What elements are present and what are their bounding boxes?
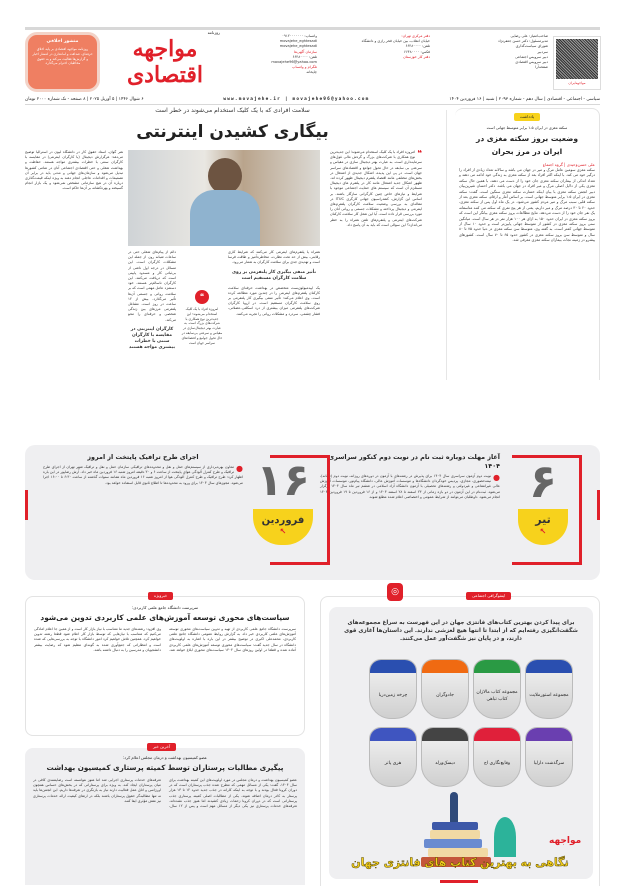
book-color-cap: [422, 728, 468, 741]
university-article: [25, 593, 305, 736]
month-badge: [518, 509, 568, 545]
book-card: [525, 659, 573, 719]
issue-info: سیاسی - اجتماعی - اقتصادی | سال دهم - شماره ۲۰۹۳ | شنبه | ۱۶ فروردین ۱۴۰۴: [449, 97, 600, 102]
book-card: [421, 727, 469, 787]
book-stack-item: [430, 830, 480, 839]
staff-line: شورای سیاست‌گذاری: [515, 44, 548, 49]
note-byline: علی حسن‌وحیدی | گروه اجتماع: [542, 162, 595, 167]
note-badge: یادداشت: [514, 113, 540, 121]
telegram-link[interactable]: movajehe_eghtesadi: [279, 44, 317, 49]
address-line: فکس: ۶۶۴۸۰۰۰۰: [403, 49, 430, 54]
pull-quote-text: امروزه افراد با یک کلیک استخدام می‌شوند؛ این جدیدترین نوع همکاری با شرکت‌های بزرگ است. به عبارت بهتر دیجیتال‌سازی در مقیاس و سرعتی بی‌سابقه در حال تحول جوامع و اقتصادهای سراسر جهان است: [181, 307, 223, 345]
address-line: خیابان انقلاب، بین خیابان فخر رازی و دانشگاه: [361, 39, 430, 44]
contacts-block: [225, 34, 317, 76]
arrow-icon: ↖: [279, 527, 287, 536]
nursing-badge: آخرین خبر: [147, 743, 176, 751]
date-number: ۶: [528, 454, 558, 508]
books-caption: نگاهی به بهترین کتاب های فانتزی جهان: [351, 856, 569, 869]
quote-icon: ❝: [195, 290, 209, 304]
books-badge: اینفوگرافی اجتماعی: [466, 592, 511, 600]
main-col-left-b: [25, 150, 123, 382]
person-figure: [450, 792, 458, 822]
note-article: [455, 108, 600, 380]
book-color-cap: [526, 728, 572, 741]
main-col-mid: [228, 250, 320, 382]
date-price: ۶ شوال ۱۴۴۶ | ۵ آوریل ۲۰۲۵ | ۸ صفحه - تک شماره ۲۰۰۰ تومان: [25, 97, 144, 102]
arrow-icon: ↖: [539, 527, 547, 536]
address-line: دفتر کار خوزستان: [403, 54, 430, 59]
book-title: جادوگران: [436, 693, 454, 698]
address-line: دفتر مرکزی تهران:: [401, 34, 430, 38]
dateline-rule: [25, 104, 600, 105]
photo-person-head: [208, 158, 242, 194]
ethics-notice-box: [25, 32, 100, 92]
exam-news: [320, 453, 500, 500]
qr-pattern-icon: [556, 39, 598, 79]
email-link[interactable]: movajehe96@yahoo.com: [271, 60, 317, 65]
staff-line: دبیر سرویس اجتماعی: [515, 54, 548, 59]
books-intro: برای پیدا کردن بهترین کتاب‌های فانتزی جهان در این فهرست به سراغ مجموعه‌های شگفت‌انگیزی رفته‌ایم که از ابتدا تا انتها هیچ لغزشی ندارند. این داستان‌ها آغازی قوی دارند، و در پایان نیز شگفت‌آور عمل می‌کنند.: [344, 620, 578, 642]
date-feature-left: [253, 453, 313, 545]
month-label: فروردین: [261, 515, 305, 526]
book-title: هری پاتر: [384, 761, 402, 766]
month-badge: [253, 509, 313, 545]
logo-tagline: روزنامه: [207, 30, 220, 35]
books-infographic: [320, 587, 600, 886]
address-block: [320, 34, 430, 60]
book-color-cap: [370, 728, 416, 741]
staff-line: صاحب‌امتیاز: علی رضایی: [510, 34, 548, 38]
qr-label: مواجهه‌ایران: [568, 81, 586, 85]
book-card: [369, 659, 417, 719]
qr-code[interactable]: [553, 36, 601, 90]
contact-line: سازمان آگهی‌ها: [294, 49, 317, 54]
main-kicker: سلامت افرادی که با یک کلیک استخدام می‌شوند در خطر است: [155, 107, 310, 114]
contact-line: چاپخانه: [306, 70, 317, 75]
main-body-right: امروزه افراد با یک کلیک استخدام می‌شوند؛ این جدیدترین نوع همکاری با شرکت‌های بزرگ و گردش مالی غول‌های سرمایه‌داری است. به عبارت بهتر دیجیتال سازی در مقیاس و سرعتی بی سابقه در حال تحول جوامع و اقتصادهای سراسر جهان است. در پی این پدیده، اشکال جدیدی از اشتغال در بخش‌های مختلفی مانند اقتصاد پلتفرم دیجیتال ظهور کرده اند. ظهور اشکال جدید اشتغال مانند کار در پلتفرم های دیجیتال مستلزم آن است که سیستم های حمایت اجتماعی موجود با شرایط و نیازهای خاص چنین کارگرانی سازگار باشند. بر اساس این گزارش، کنفدراسیون جهانی کارگری ITUC در مقاله‌ای به بررسی وضعیت سلامت کارگران پلتفرم‌های اینترنتی و دیجیتال پرداخته و مشکلات جسمی و روانی آنان را مورد بررسی قرار داده است. آیا این شغل کار سلامت کارکنان شرکت‌های اینترنتی و پلتفرم‌های تلفن همراه را به خطر می‌اندازد؟ این سوالی است که باید به آن پاسخ داد.: [330, 150, 422, 227]
dateline-bar: [25, 96, 600, 103]
main-subhead-1: تأثیر منفی بیگیری کار پلتفرمی بر روی سلامت کارگران مستقیم است: [232, 269, 316, 281]
university-kicker: سرپرست دانشگاه جامع علمی کاربردی:: [131, 605, 199, 610]
note-kicker: سکته مغزی در ایران ۱.۵ برابر متوسط جهانی است: [486, 125, 568, 130]
quote-icon: ●: [236, 464, 243, 473]
book-card: [473, 727, 521, 787]
main-header: [25, 107, 440, 143]
staff-line: سردبیر: [537, 49, 548, 54]
caption-underline: [440, 880, 478, 883]
book-color-cap: [526, 660, 572, 673]
book-title: مجموعه کتاب مالازان کتاب تباهی: [476, 689, 518, 702]
traffic-news: [43, 453, 243, 486]
plant-leaves: [494, 817, 516, 857]
logo-text: مواجهه اقتصادی: [126, 36, 204, 88]
staff-block: [440, 34, 548, 70]
books-grid: [369, 659, 573, 787]
book-color-cap: [422, 660, 468, 673]
month-label: تیر: [535, 513, 551, 526]
traffic-body: معاون بهره‌برداری از سیستم‌های حمل و نقل و محدوده‌های ترافیکی سازمان حمل و نقل و ترافیک شهر تهران از اجرای طرح ترافیک و طرح کنترل آلودگی هوای پایتخت از ساعت ۶ و ۳۰ دقیقه امروز شنبه ۱۶ فروردین ماه خبر داد. آرش رضاپور در این باره اظهار کرد: طرح ترافیک و طرح کنترل آلودگی هوا از امروز شنبه ۱۶ فروردین ماه همانند سنوات گذشته از ساعت ۶:۳۰ تا ۱۶:۰۰ اجرا می‌شود. مجوزهای سال ۱۴۰۳ برای ورود به محدوده‌ها تا اطلاع ثانوی قابل استفاده خواهد بود.: [43, 465, 243, 485]
contact-line: تلفن: ۶۶۴۸۰۰۰۰: [292, 54, 317, 59]
note-title: وضعیت بروز سکته مغزی در ایران در مرز بحران: [476, 134, 578, 156]
photo-person-shirt: [190, 190, 260, 246]
quote-icon: ●: [493, 473, 500, 482]
main-subhead-2: کارگران اینترنتی در مقایسه با کارگران سنتی با خطرات بیشتری مواجه هستند: [129, 326, 175, 350]
main-body-mid-top: همراه یا پلتفرم‌های اینترنتی کار می‌کنند که شرایط کاری رقابتی، بیش از حد تحت نظارت، مخاطره‌آمیز و طاقت فرسا است و تهدیدی جدی برای سلامت کارگران به شمار می‌رود.: [228, 250, 320, 265]
book-color-cap: [474, 660, 520, 673]
main-col-right: [330, 150, 422, 382]
website-email[interactable]: www.movajehe.ir | movajehe96@yahoo.com: [223, 97, 370, 102]
staff-line: مدیرمسئول: دکتر حسن جعفرنژاد: [498, 39, 548, 44]
exam-body: نوبت دوم آزمون سراسری سال ۱۴۰۴ برای پذیرش در رشته‌های با آزمون در دوره‌های روزانه، نوبت دوم (شبانه)، نیمه‌حضوری، مجازی، پردیس خودگردان دانشگاه‌ها و موسسات آموزش عالی، دانشگاه پیام‌نور، موسسات آموزش عالی غیرانتفاعی و غیردولتی و رشته‌های تحصیلی با آزمون دانشگاه آزاد اسلامی در ششم تیر ماه سال ۱۴۰۴ برگزار می‌شود. ثبت‌نام در این آزمون در دو بازه زمانی از ۲۳ اسفند تا ۲۸ اسفند ۱۴۰۳ و از ۱۶ فروردین تا ۱۹ فروردین ۱۴۰۴ انجام می‌شود. داوطلبان می‌توانند از شرایط عمومی و اختصاصی اعلام شده مطلع شوند.: [320, 474, 501, 499]
date-number: ۱۶: [256, 455, 310, 506]
notice-title: منشور اخلاقی: [46, 39, 79, 44]
notice-text: روزنامه مواجهه اقتصادی بر پایه اخلاق حرفه‌ای، صداقت و امانتداری در انتشار اخبار و گزارش‌ها فعالیت می‌کند و به حقوق مخاطبان احترام می‌گذارد.: [32, 47, 93, 66]
instagram-link[interactable]: movajehe_eghtesadi: [279, 39, 317, 44]
band-marker: [597, 490, 600, 520]
university-body: سرپرست دانشگاه جامع علمی کاربردی از تهیه و تدوین سیاست‌های محوری توسعه آموزش‌های علمی کاربردی خبر داد. به گزارش روابط عمومی دانشگاه جامع علمی کاربردی، محمدعلی اکبری در توضیح بیشتر در این باره با اشاره به اولویت‌های دانشگاه در سال جدید گفت: سیاست‌های محوری توسعه آموزش‌های علمی کاربردی آماده شده و قطعا در اولین روزهای سال ۱۴۰۴ سیاست‌های محوری ابلاغ خواهد شد. وی افزود: رشته‌های جدید ما متناسب با نیاز بازار کار است و از همین جا اعلام آمادگی می‌کنیم که متناسب با نیازهایی که توسط بازار کار اعلام شود قطعا رشته تدوین خواهیم کرد. همچنین تلاش خواهیم کرد امور دانشگاه با توجه به بررسی‌هایی که شده است و انتظاراتی که جمع‌آوری شده به گونه‌ای تنظیم شود که رضایت بیشتر دانشجویان و مدرسین را به دنبال داشته باشد.: [34, 627, 296, 652]
nursing-kicker: عضو کمیسیون بهداشت و درمان مجلس اعلام کرد:: [122, 755, 208, 760]
book-card: [525, 727, 573, 787]
band-marker: [25, 490, 28, 520]
main-col-left-a: [128, 250, 176, 382]
book-title: وقایع‌نگاری اج: [483, 761, 511, 766]
exam-title: آغاز مهلت دوباره ثبت نام در نوبت دوم کنکور سراسری ۱۴۰۴: [328, 453, 500, 470]
nursing-article: [25, 744, 305, 885]
traffic-title: اجرای طرح ترافیک پایتخت از امروز: [87, 453, 199, 461]
book-color-cap: [370, 660, 416, 673]
contact-line: واتساپ: ۰۹۱۲۰۰۰۰۰۰۰: [281, 34, 317, 38]
staff-line: صفحه‌آرا: [535, 65, 548, 70]
university-badge: خبرویژه: [148, 592, 173, 600]
newspaper-logo[interactable]: [110, 30, 220, 92]
quote-icon: ❝: [417, 150, 422, 159]
contact-line: تلگرام و واتساپ: [292, 65, 317, 70]
book-card: [473, 659, 521, 719]
book-title: مجموعه استورملایت: [529, 693, 569, 698]
address-line: تلفن: ۶۶۴۸۰۰۰۰: [405, 44, 430, 49]
book-stack-item: [424, 839, 482, 848]
university-title: سیاست‌های محوری توسعه آموزش‌های علمی کاربردی تدوین می‌شود: [40, 613, 290, 622]
book-stack-item: [432, 822, 478, 830]
book-card: [421, 659, 469, 719]
book-title: دیسک‌ورلد: [435, 761, 455, 766]
globe-icon: ◎: [387, 583, 403, 601]
note-body: سکته مغزی سومین عامل مرگ و میر در جهان می باشد و سالانه تعداد زیادی از افراد را درگیر خود می کند. با اینکه اکثر افراد بعد از سکته مغزی به زندگی خود ادامه می دهند و تعداد اندکی از بیماران سکته مغزی جان خود را از دست می دهند، با همین حال سکته مغزی یکی از دلایل اصلی مرگ و میر افراد در جهان می باشد. دکتر احسان شیرین‌بیان دبیر انجمن سکته مغزی با بیان اینکه خسارت سکته مغزی سنگین است، گفت: سکته مغزی در ایران ۱.۵ برابر متوسط جهانی است. بر اساس آمار و ارقام، سکته مغزی بعد از سکته قلبی سبب مرگ و میر مردم کشور می‌شود. در یک ماه اول پس از سکته مغزی، حدود ۲۰ تا ۳۰ درصد مرگ و میر داریم، یعنی از هر پنج نفری که سکته می کنند متاسفانه یک نفر جان خود را از دست می‌دهد. نتایج مطالعات بروز سکته مغزی بیانگر این است که بروز سکته مغزی در ایران حدود ۱۵۰ به ازای هر ۱۰۰ هزار نفر در هر سال است. میانگین سنی بروز سکته مغزی در کشور از متوسط جهانی پایین‌تر است و حدود ۱۰ سال از متوسط جهانی کمتر است. به گفته وی، متوسط سن سکته مغزی در دنیا حدود ۷۵ تا ۸۰ سال و متوسط سن بروز سکته مغزی در کشور حدود ۶۵ تا ۷۰ سال است. کشورهای پیشرو در زمینه نجات بیماران سکته مغزی معرفی شد.: [459, 168, 596, 243]
main-headline: بیگاری کشیدن اینترنتی: [136, 122, 329, 142]
books-logo: مواجهه: [549, 836, 582, 846]
nursing-body: عضو کمیسیون بهداشت و درمان مجلس در مورد اولویت‌های این کمیته بهداشت برای سال ۱۴۰۴، گفت: یکی از مسائل مهمی که مطرح شده جذب پرستاران است که در دوران کرونا فعال بودند و با توجه به اینکه کارانه در جذب جدید حدود ۱۲ تا ۱۳ هزار پرستار به کادر درمان اضافه شوند. یکی از مطالبات اصلی کمیته پرستاری جذب پرستارانی است که در دوران کرونا زحمات زیادی کشیدند اما هنوز جذب نشده‌اند. تعرفه‌های خدمات پرستاری نیز یکی دیگر از مسائل مهم است و پس از ۱۲ سال، تعرفه‌های خدمات پرستاری اجرایی شد اما هنوز نتوانسته است رضایتمندی کافی در میان پرستاران ایجاد کند. به ویژه برای پرستارانی که در بخش‌های حساس همچون اورژانس و اتاق عمل فعالیت دارند نیاز به بازنگری در تعرفه‌ها داریم. این انجمن‌ها باید نه تنها مطالبه‌گر حقوق پرستاران باشند بلکه در ارتقای کیفیت ارائه خدمات پرستاری نیز نقش مؤثری ایفا کنند.: [33, 778, 297, 809]
book-card: [369, 727, 417, 787]
article-photo: [128, 150, 320, 246]
date-feature-right: [518, 453, 568, 545]
book-title: سرگذشت دارلیا: [533, 761, 565, 766]
book-title: چرخه زمین‌دریا: [378, 693, 408, 698]
main-body-left-a: دائم از پیام‌های شغلی حتی در ساعات شبانه روز، از جمله این مشکلات کارگران است. این مسائل در درجه اول ناشی از بی‌ثباتی کار و مسدود پایینی است که دریافت می‌کنند. این کارگران ناسالم‌تر هستند. خود دستمزد عامل مهمی است که بر سلامت روانی و جسمی آن‌ها تأثیر می‌گذارد. بیش از ۱۲ ساعت در روز است. مشاغل پلتفرمی مرزهای بین زندگی شخصی و حرفه‌ای را محو می‌کند.: [128, 250, 176, 322]
staff-line: دبیر سرویس اقتصادی: [515, 60, 548, 65]
nursing-title: پیگیری مطالبات پرستاران توسط کمیته پرستاری کمیسیون بهداشت: [46, 763, 284, 772]
book-color-cap: [474, 728, 520, 741]
main-body-mid-bottom: یک اپیدمیولوژیست متخصص در بهداشت حرفه‌ای سلامت کارکنان پلتفرم‌های اینترنتی را در چندین مورد مطالعه کرده است. وی اعلام می‌کند: تأثیر منفی بیگیری کار پلتفرمی بر روی سلامت کارگران مستقیم است. در اروپا کارگران شرکت‌های پلتفرمی میزان بیشتری از درد اسکلتی-عضلانی، فشار چشمی، سردرد و مشکلات روانی را تجربه می‌کنند.: [228, 285, 320, 316]
main-body-left-b: هنر گوان، استاد حقوق کار در دانشگاه لیون در استرالیا توضیح می‌دهد: هرگزارش دیجیتال (یا کارگران اینترنتی) در مقایسه با کارگران سنتی با خطرات بیشتری مواجه هستند. حفاظت و بهداشت شغلی و حتی اقتصادی اجتماعی آنان در تمامی کشورها تبدیل می‌شود و سازمان‌های جهانی و مدنی باید در برابر آن تصمیمات و اقدامات عاجلی انجام دهند به ویژه اینکه قیمت‌گذاری درباره آن در هیچ سازمانی مشخص نمی‌شود و یک بازار انجام گسیخته و بهره‌کشانه بر آن‌ها حاکم است.: [25, 150, 123, 191]
column-divider: [446, 110, 447, 380]
dates-band: [25, 445, 600, 580]
pull-quote: [180, 290, 224, 345]
